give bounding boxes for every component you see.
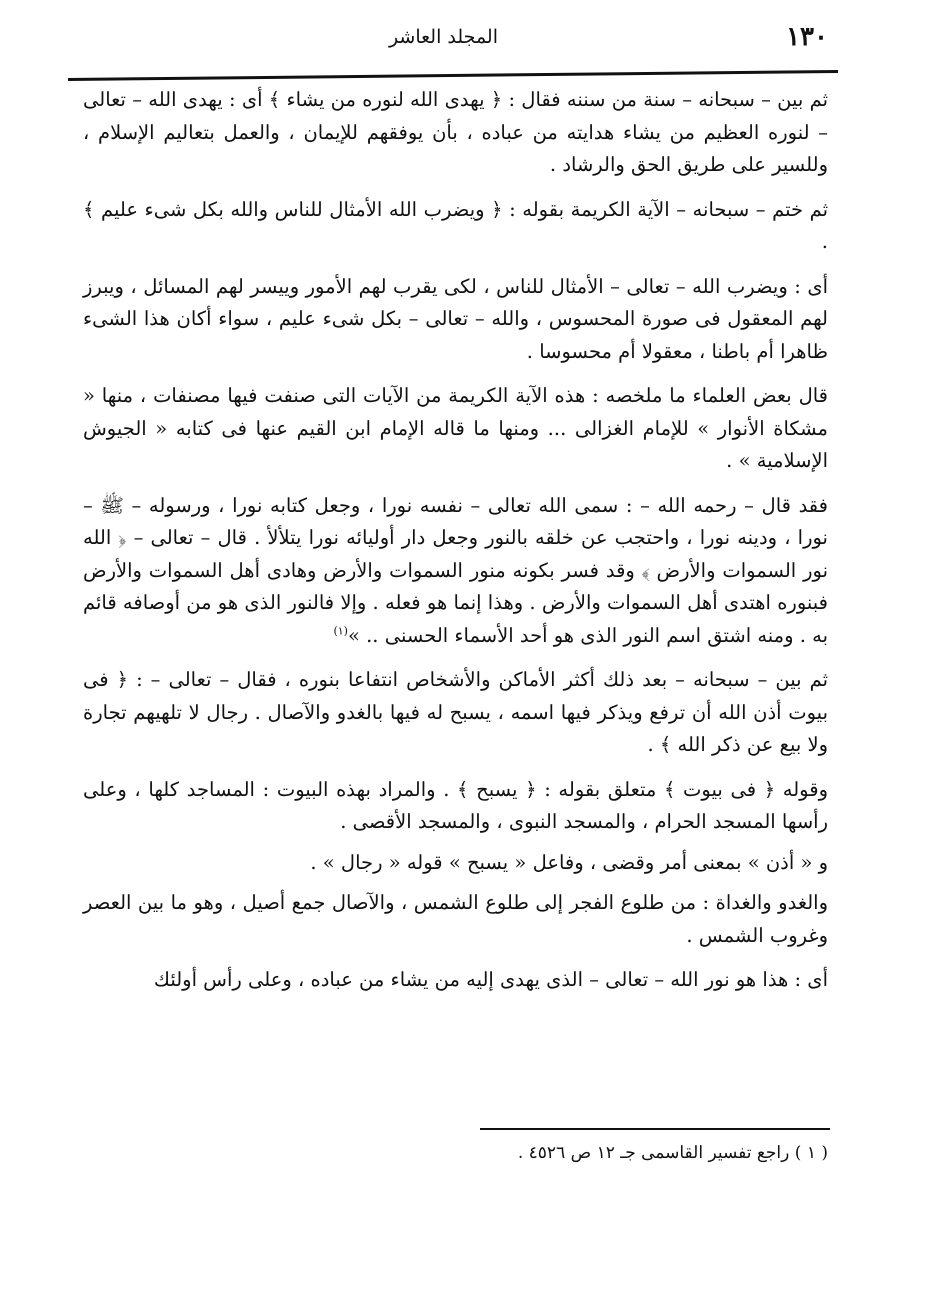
footnote: ( ١ ) راجع تفسير القاسمى جـ ١٢ ص ٤٥٢٦ . xyxy=(517,1143,828,1163)
paragraph-3: أى : ويضرب الله – تعالى – الأمثال للناس ، لكى يقرب لهم الأمور وييسر لهم المسائل ، ويبرز لهم المعقول فى صورة المحسوس ، والله – تعالى – بكل شىء عليم ، سواء أكان هذا الشىء ظاهرا أم باطنا ، معقولا أم محسوسا . xyxy=(83,274,828,363)
paragraph-2: ثم ختم – سبحانه – الآية الكريمة بقوله : ﴿ ويضرب الله الأمثال للناس والله بكل شىء عليم ﴾ . xyxy=(83,197,828,253)
running-title: المجلد العاشر xyxy=(388,26,498,48)
paragraph-1: ثم بين – سبحانه – سنة من سننه فقال : ﴿ يهدى الله لنوره من يشاء ﴾ أى : يهدى الله – تعالى – لنوره العظيم من يشاء هدايته من عباده ، بأن يوفقهم للإيمان ، والعمل بتعاليم الإسلام ، وللسير على طريق الحق والرشاد . xyxy=(83,88,828,176)
paragraph-6: ثم بين – سبحانه – بعد ذلك أكثر الأماكن والأشخاص انتفاعا بنوره ، فقال – تعالى – : ﴿ فى بيوت أذن الله أن ترفع ويذكر فيها اسمه ، يسبح له فيها بالغدو والآصال . رجال لا تلهيهم تجارة ولا بيع عن ذكر الله ﴾ . xyxy=(83,668,828,756)
paragraph-7: وقوله ﴿ فى بيوت ﴾ متعلق بقوله : ﴿ يسبح ﴾ . والمراد بهذه البيوت : المساجد كلها ، وعلى رأسها المسجد الحرام ، والمسجد النبوى ، والمسجد الأقصى . xyxy=(83,777,828,833)
page-header xyxy=(70,22,828,56)
paragraph-5-text: فقد قال – رحمه الله – : سمى الله تعالى – نفسه نورا ، وجعل كتابه نورا ، ورسوله – ﷺ – نورا ، ودينه نورا ، واحتجب عن خلقه بالنور وجعل دار أوليائه نورا يتلألأ . قال – تعالى – ﴿ الله نور السموات والأرض ﴾ وقد فسر بكونه منور السموات والأرض وهادى أهل السموات والأرض فبنوره اهتدى أهل السموات والأرض . وهذا إنما هو فعله . وإلا فالنور الذى هو من أوصافه قائم به . ومنه اشتق اسم النور الذى هو أحد الأسماء الحسنى .. » xyxy=(83,493,828,647)
footnote-rule xyxy=(480,1128,830,1130)
paragraph-4: قال بعض العلماء ما ملخصه : هذه الآية الكريمة من الآيات التى صنفت فيها مصنفات ، منها « مشكاة الأنوار » للإمام الغزالى ... ومنها ما قاله الإمام ابن القيم عنها فى كتابه « الجيوش الإسلامية » . xyxy=(83,384,828,472)
page-number: ١٣٠ xyxy=(786,22,828,52)
paragraph-10: أى : هذا هو نور الله – تعالى – الذى يهدى إليه من يشاء من عباده ، وعلى رأس أولئك xyxy=(153,968,828,991)
footnote-marker: (١) xyxy=(333,624,348,637)
paragraph-8: و « أذن » بمعنى أمر وقضى ، وفاعل « يسبح » قوله « رجال » . xyxy=(310,850,828,874)
header-rule xyxy=(68,70,838,81)
body-text xyxy=(83,84,828,1009)
paragraph-5 xyxy=(83,490,828,653)
paragraph-9: والغدو والغداة : من طلوع الفجر إلى طلوع الشمس ، والآصال جمع أصيل ، وهو ما بين العصر وغروب الشمس . xyxy=(83,891,828,947)
